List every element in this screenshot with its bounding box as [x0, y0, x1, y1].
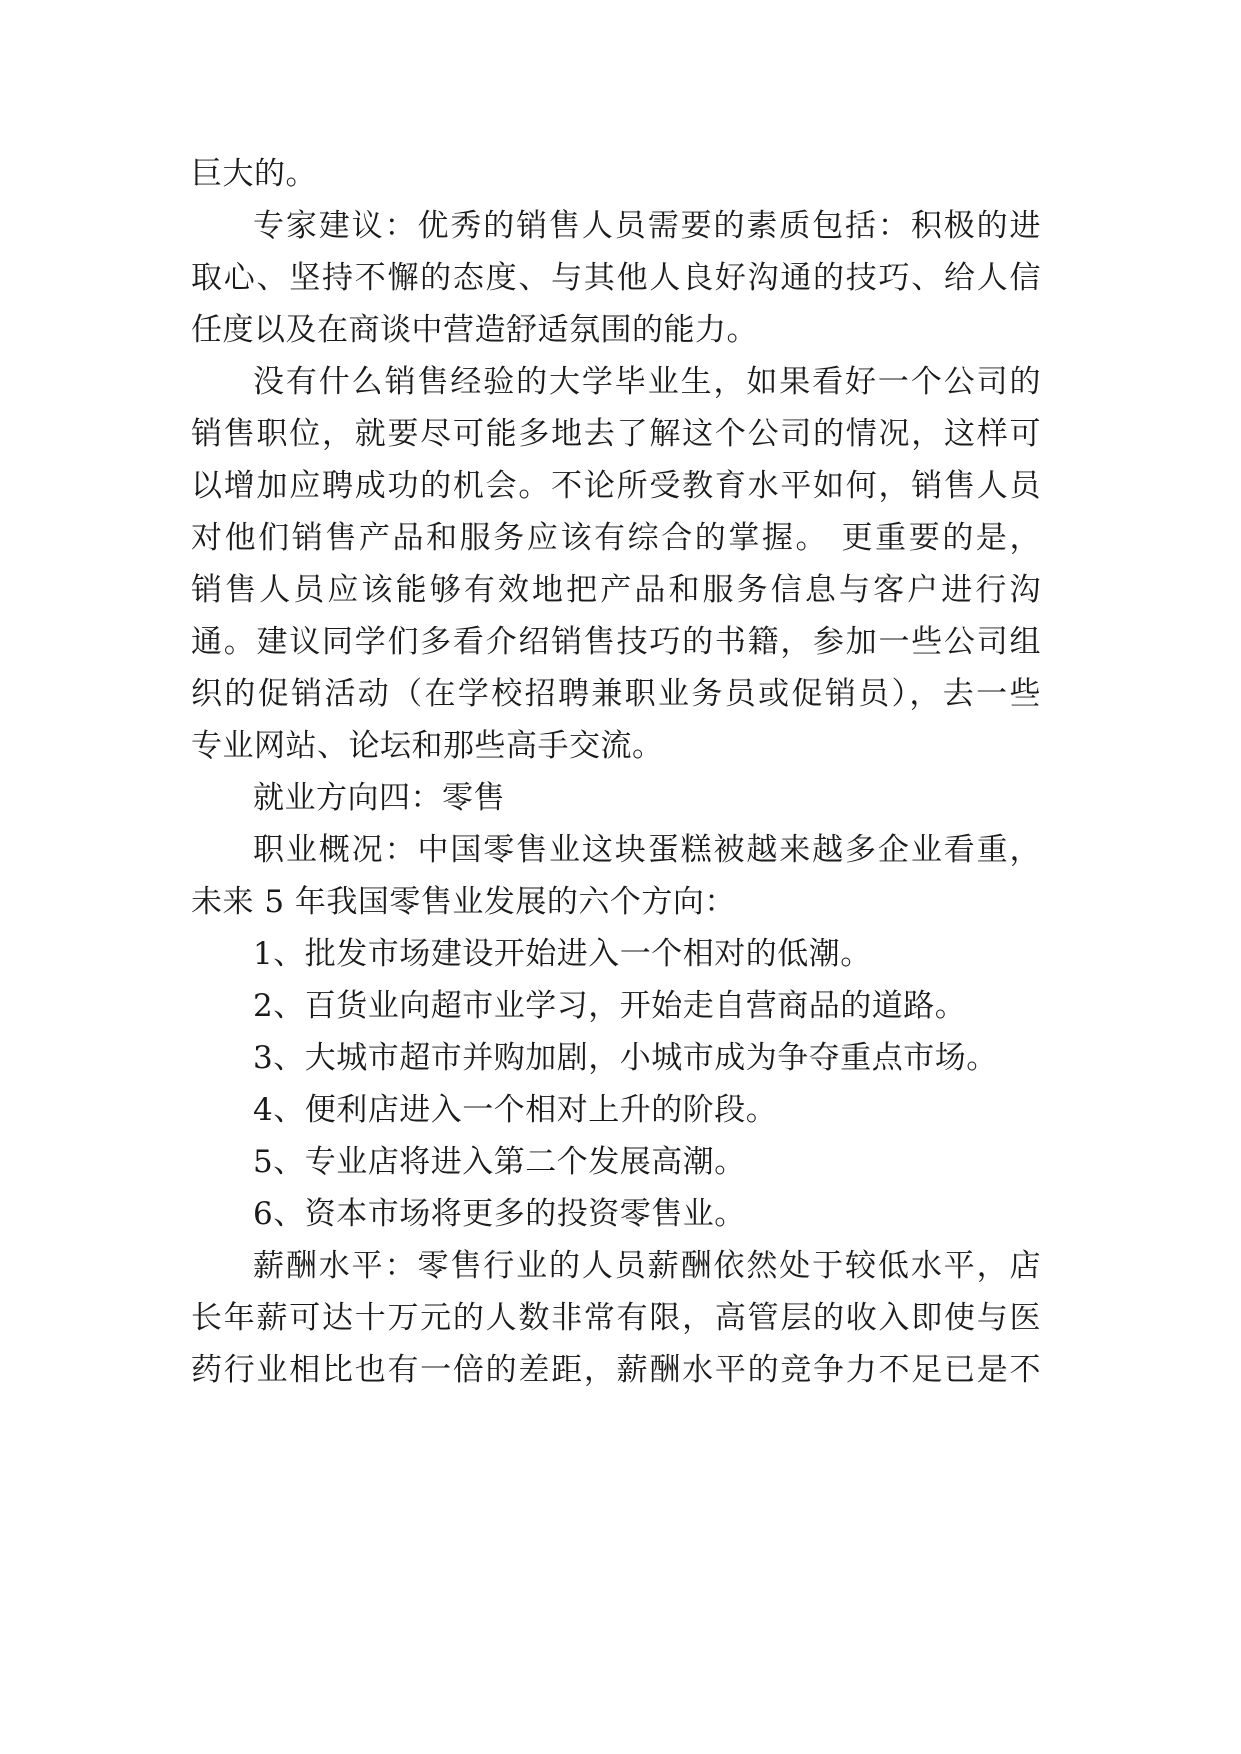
- text-line: 销售人员应该能够有效地把产品和服务信息与客户进行沟: [191, 572, 1041, 608]
- paragraph-first-line: 没有什么销售经验的大学毕业生，如果看好一个公司的: [253, 364, 1041, 400]
- text-line: 专业网站、论坛和那些高手交流。: [191, 728, 664, 764]
- text-line: 巨大的。: [191, 156, 317, 192]
- text-line: 通。建议同学们多看介绍销售技巧的书籍，参加一些公司组: [191, 624, 1041, 660]
- paragraph-first-line: 薪酬水平：零售行业的人员薪酬依然处于较低水平，店: [253, 1248, 1041, 1284]
- list-item: 6、资本市场将更多的投资零售业。: [253, 1196, 746, 1232]
- paragraph-first-line: 专家建议：优秀的销售人员需要的素质包括：积极的进: [253, 208, 1041, 244]
- list-item: 5、专业店将进入第二个发展高潮。: [253, 1144, 746, 1180]
- text-line: 织的促销活动（在学校招聘兼职业务员或促销员），去一些: [191, 676, 1041, 712]
- list-item: 1、批发市场建设开始进入一个相对的低潮。: [253, 936, 872, 972]
- text-line: 未来 5 年我国零售业发展的六个方向：: [191, 884, 736, 920]
- text-line: 取心、坚持不懈的态度、与其他人良好沟通的技巧、给人信: [191, 260, 1041, 296]
- section-heading: 就业方向四：零售: [253, 780, 505, 816]
- paragraph-first-line: 职业概况：中国零售业这块蛋糕被越来越多企业看重，: [253, 832, 1041, 868]
- text-line: 长年薪可达十万元的人数非常有限，高管层的收入即使与医: [191, 1300, 1041, 1336]
- list-item: 3、大城市超市并购加剧，小城市成为争夺重点市场。: [253, 1040, 998, 1076]
- text-line: 任度以及在商谈中营造舒适氛围的能力。: [191, 312, 758, 348]
- text-line: 以增加应聘成功的机会。不论所受教育水平如何，销售人员: [191, 468, 1041, 504]
- text-line: 对他们销售产品和服务应该有综合的掌握。 更重要的是，: [191, 520, 1041, 556]
- list-item: 2、百货业向超市业学习，开始走自营商品的道路。: [253, 988, 967, 1024]
- list-item: 4、便利店进入一个相对上升的阶段。: [253, 1092, 778, 1128]
- text-line: 药行业相比也有一倍的差距，薪酬水平的竞争力不足已是不: [191, 1352, 1041, 1388]
- text-line: 销售职位，就要尽可能多地去了解这个公司的情况，这样可: [191, 416, 1041, 452]
